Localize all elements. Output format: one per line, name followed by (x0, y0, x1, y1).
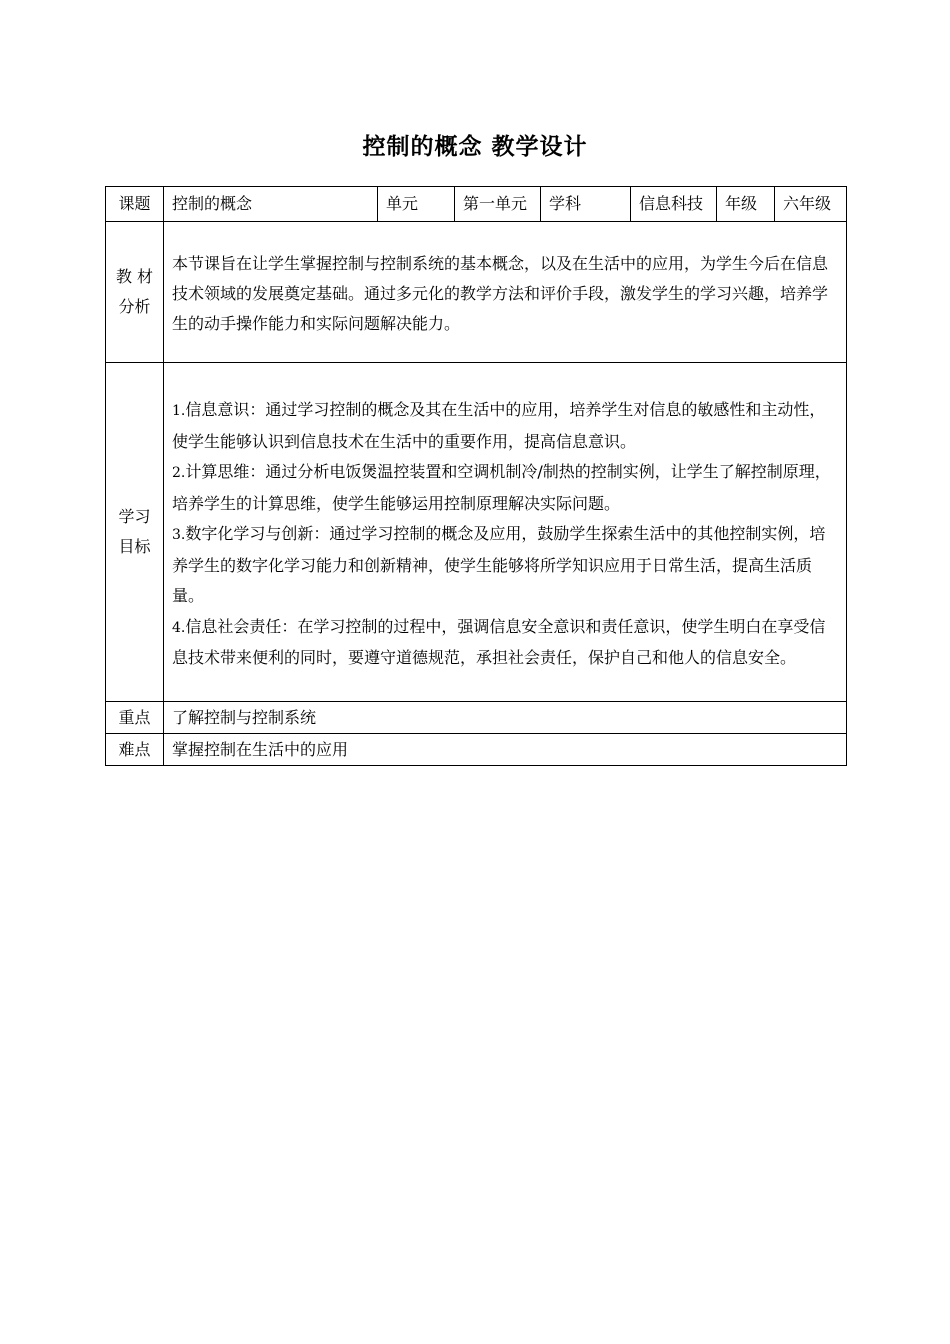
learning-goal-number: 4. (172, 619, 186, 636)
material-analysis-label-line2: 分析 (118, 297, 151, 316)
key-point-row (106, 702, 847, 734)
key-point-text: 了解控制与控制系统 (164, 702, 847, 734)
learning-goal-item (172, 612, 838, 674)
unit-label: 单元 (378, 187, 455, 222)
material-analysis-label-line1: 教 材 (115, 267, 154, 286)
difficulty-row (106, 734, 847, 766)
key-point-label: 重点 (106, 702, 164, 734)
learning-goals-row (106, 363, 847, 702)
grade-value: 六年级 (775, 187, 847, 222)
material-analysis-paragraph: 本节课旨在让学生掌握控制与控制系统的基本概念，以及在生活中的应用，为学生今后在信息技术领域的发展奠定基础。通过多元化的教学方法和评价手段，激发学生的学习兴趣，培养学生的动手操作能力和实际问题解决能力。 (172, 253, 829, 333)
document-title: 控制的概念 教学设计 (362, 134, 588, 160)
learning-goal-text: 数字化学习与创新：通过学习控制的概念及应用，鼓励学生探索生活中的其他控制实例，培养学生的数字化学习能力和创新精神，使学生能够将所学知识应用于日常生活，提高生活质量。 (172, 524, 826, 606)
learning-goal-text: 信息社会责任：在学习控制的过程中，强调信息安全意识和责任意识，使学生明白在享受信息技术带来便利的同时，要遵守道德规范，承担社会责任，保护自己和他人的信息安全。 (172, 616, 826, 668)
topic-value: 控制的概念 (164, 187, 378, 222)
learning-goals-label-line1: 学习 (118, 507, 151, 526)
learning-goal-number: 3. (172, 527, 186, 544)
topic-label: 课题 (106, 187, 164, 222)
subject-value: 信息科技 (631, 187, 717, 222)
learning-goal-number: 1. (172, 403, 186, 420)
difficulty-label: 难点 (106, 734, 164, 766)
learning-goal-item (172, 519, 838, 612)
header-row (106, 187, 847, 222)
material-analysis-label (106, 222, 164, 363)
difficulty-text: 掌握控制在生活中的应用 (164, 734, 847, 766)
learning-goal-number: 2. (172, 465, 186, 482)
grade-label: 年级 (717, 187, 775, 222)
subject-label: 学科 (541, 187, 631, 222)
unit-value: 第一单元 (455, 187, 541, 222)
material-analysis-row (106, 222, 847, 363)
learning-goal-text: 计算思维：通过分析电饭煲温控装置和空调机制冷/制热的控制实例，让学生了解控制原理，培养学生的计算思维，使学生能够运用控制原理解决实际问题。 (172, 462, 831, 513)
learning-goals-content (164, 363, 847, 702)
material-analysis-text (164, 222, 847, 363)
learning-goal-text: 信息意识：通过学习控制的概念及其在生活中的应用，培养学生对信息的敏感性和主动性，使学生能够认识到信息技术在生活中的重要作用，提高信息意识。 (172, 400, 826, 451)
lesson-plan-table (105, 186, 847, 766)
learning-goal-item (172, 457, 838, 519)
learning-goals-label (106, 363, 164, 702)
learning-goals-label-line2: 目标 (118, 537, 151, 556)
learning-goal-item (172, 395, 838, 457)
